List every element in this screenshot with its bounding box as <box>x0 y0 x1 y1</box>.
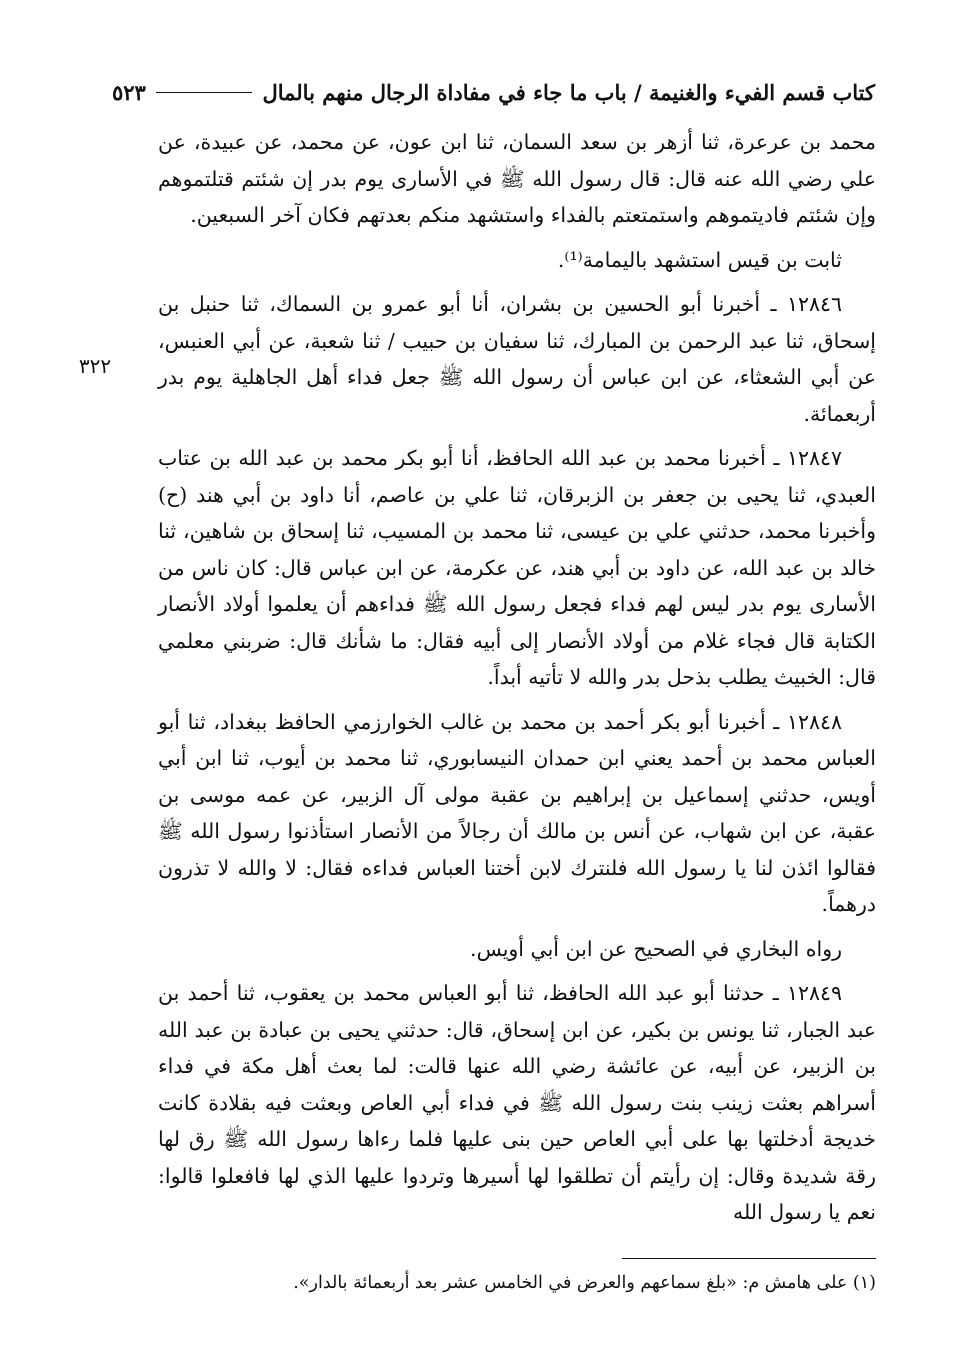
header-title: كتاب قسم الفيء والغنيمة / باب ما جاء في مفاداة الرجال منهم بالمال <box>262 79 875 105</box>
running-header <box>112 72 875 112</box>
paragraph-12849: ١٢٨٤٩ ـ حدثنا أبو عبد الله الحافظ، ثنا أبو العباس محمد بن يعقوب، ثنا أحمد بن عبد الجبار، ثنا يونس بن بكير، عن ابن إسحاق، قال: حدثني يحيى بن عبادة بن عبد الله بن الزبير، عن أبيه، عن عائشة رضي الله عنها قالت: لما بعث أهل مكة في فداء أسراهم بعثت زينب بنت رسول الله ﷺ في فداء أبي العاص وبعثت فيه بقلادة كانت خديجة أدخلتها بها على أبي العاص حين بنى عليها فلما رءاها رسول الله ﷺ رق لها رقة شديدة وقال: إن رأيتم أن تطلقوا لها أسيرها وتردوا عليها الذي لها فافعلوا قالوا: نعم يا رسول الله <box>158 981 876 1224</box>
paragraph-continuation: محمد بن عرعرة، ثنا أزهر بن سعد السمان، ثنا ابن عون، عن محمد، عن عبيدة، عن علي رضي الله عنه قال: قال رسول الله ﷺ في الأسارى يوم بدر إن شئتم قتلتموهم وإن شئتم فاديتموهم واستمتعتم بالفداء واستشهد منكم بعدتهم فكان آخر السبعين. <box>158 130 876 227</box>
paragraph-12847: ١٢٨٤٧ ـ أخبرنا محمد بن عبد الله الحافظ، أنا أبو بكر محمد بن عبد الله بن عتاب العبدي، ثنا يحيى بن جعفر بن الزبرقان، ثنا علي بن عاصم، أنا داود بن أبي هند (ح) وأخبرنا محمد، حدثني علي بن عيسى، ثنا محمد بن المسيب، ثنا إسحاق بن شاهين، ثنا خالد بن عبد الله، عن داود بن أبي هند، عن عكرمة، عن ابن عباس قال: كان ناس من الأسارى يوم بدر ليس لهم فداء فجعل رسول الله ﷺ فداءهم أن يعلموا أولاد الأنصار الكتابة قال فجاء غلام من أولاد الأنصار إلى أبيه فقال: ما شأنك قال: ضربني معلمي قال: الخبيث يطلب بذحل بدر والله لا تأتيه أبداً. <box>158 446 876 689</box>
footnote: (١) على هامش م: «بلغ سماعهم والعرض في الخامس عشر بعد أربعمائة بالدار». <box>293 1273 876 1293</box>
paragraph-12848: ١٢٨٤٨ ـ أخبرنا أبو بكر أحمد بن محمد بن غالب الخوارزمي الحافظ ببغداد، ثنا أبو العباس محمد بن أحمد يعني ابن حمدان النيسابوري، ثنا محمد بن أيوب، ثنا ابن أبي أويس، حدثني إسماعيل بن إبراهيم بن عقبة مولى آل الزبير، عن عمه موسى بن عقبة، عن ابن شهاب، عن أنس بن مالك أن رجالاً من الأنصار استأذنوا رسول الله ﷺ فقالوا ائذن لنا يا رسول الله فلنترك لابن أختنا العباس فداءه فقال: لا والله لا تذرون درهماً. <box>158 709 876 916</box>
margin-page-reference: ٣٢٢ <box>78 354 112 378</box>
footnote-separator <box>622 1258 876 1259</box>
page-number: ٥٢٣ <box>112 79 146 105</box>
header-rule <box>156 92 253 93</box>
paragraph-12846: ١٢٨٤٦ ـ أخبرنا أبو الحسين بن بشران، أنا أبو عمرو بن السماك، ثنا حنبل بن إسحاق، ثنا عبد الرحمن بن المبارك، ثنا سفيان بن حبيب / ثنا شعبة، عن أبي العنبس، عن أبي الشعثاء، عن ابن عباس أن رسول الله ﷺ جعل فداء أهل الجاهلية يوم بدر أربعمائة. <box>158 292 876 426</box>
paragraph-bukhari: رواه البخاري في الصحيح عن ابن أبي أويس. <box>470 936 842 961</box>
paragraph-note: ثابت بن قيس استشهد باليمامة⁽¹⁾. <box>557 247 842 272</box>
main-text <box>158 124 876 1239</box>
